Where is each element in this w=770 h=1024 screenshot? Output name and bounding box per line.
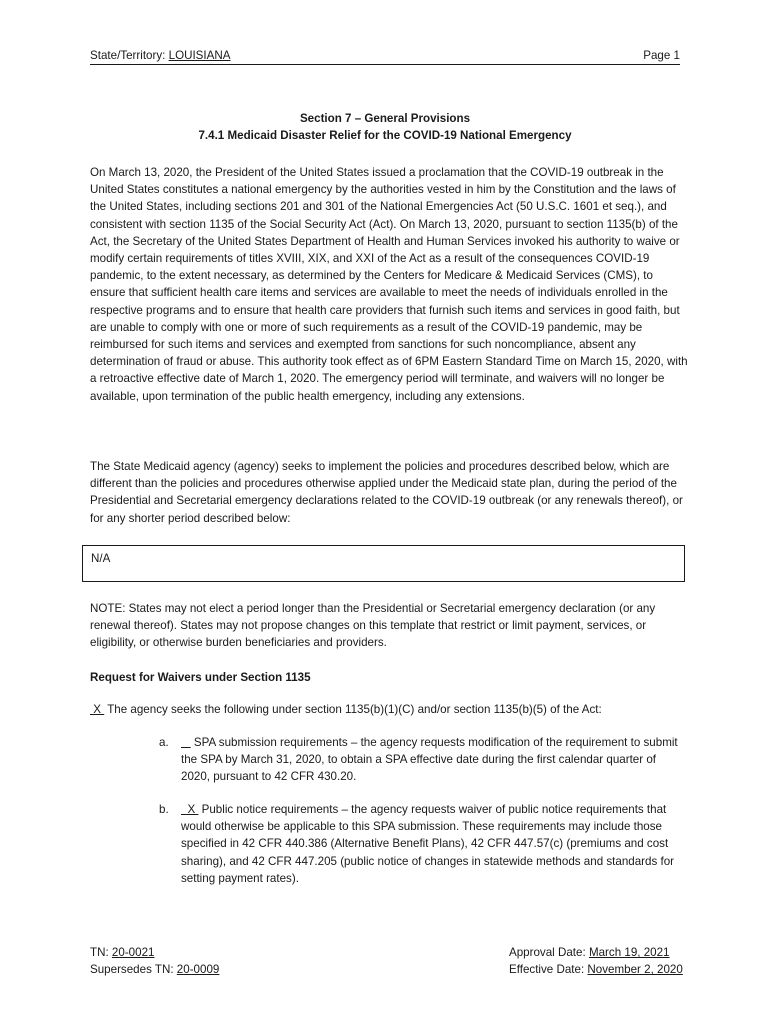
supersedes-label: Supersedes TN: bbox=[90, 963, 174, 977]
tn-line bbox=[90, 944, 219, 961]
tn-label: TN: bbox=[90, 946, 109, 959]
agency-waiver-text: The agency seeks the following under section 1135(b)(1)(C) and/or section 1135(b)(5) of the Act: bbox=[104, 703, 602, 716]
agency-waiver-line bbox=[90, 701, 602, 718]
subsection-title: 7.4.1 Medicaid Disaster Relief for the COVID-19 National Emergency bbox=[198, 129, 572, 142]
waiver-item-text bbox=[181, 734, 686, 786]
effective-label: Effective Date: bbox=[509, 963, 585, 977]
waiver-item-mark bbox=[181, 736, 191, 749]
waiver-item-body: SPA submission requirements – the agency requests modification of the requirement to submit the SPA by March 31, 2020, to obtain a SPA effective date during the first calendar quarter of 2020, pursuant to 42 CFR 430.20. bbox=[181, 736, 678, 784]
waiver-item-body: Public notice requirements – the agency requests waiver of public notice requirements that would otherwise be applicable to this SPA submission. These requirements may include those specified in 42 CFR 440.386 (Alternative Benefit Plans), 42 CFR 447.57(c) (premiums and cost sharing), and 42 CFR 447.205 (public notice of changes in statewide methods and standards for setting payment rates). bbox=[181, 803, 675, 885]
approval-label: Approval Date: bbox=[509, 946, 586, 959]
period-value: N/A bbox=[91, 552, 111, 565]
section-title: Section 7 – General Provisions bbox=[299, 112, 471, 125]
state-label: State/Territory: bbox=[90, 49, 166, 62]
state-value: LOUISIANA bbox=[168, 49, 231, 62]
tn-value: 20-0021 bbox=[111, 946, 155, 959]
waiver-item-label: b. bbox=[159, 803, 169, 816]
approval-value: March 19, 2021 bbox=[588, 946, 670, 959]
waivers-heading: Request for Waivers under Section 1135 bbox=[90, 671, 311, 684]
page-number: Page 1 bbox=[643, 49, 680, 62]
footer-tn bbox=[90, 944, 219, 978]
agency-paragraph: The State Medicaid agency (agency) seeks to implement the policies and procedures described below, which are different than the policies and procedures otherwise applied under the Medicaid state plan, during the period of the Presidential and Secretarial emergency declarations related to the COVID-19 outbreak (or any renewals thereof), or for any shorter period described below: bbox=[90, 460, 683, 525]
agency-waiver-mark: X bbox=[90, 703, 105, 716]
effective-line bbox=[509, 961, 683, 978]
waiver-item-label: a. bbox=[159, 736, 169, 749]
state-territory bbox=[90, 47, 230, 64]
approval-line bbox=[509, 944, 683, 961]
supersedes-value: 20-0009 bbox=[176, 963, 220, 977]
page-header bbox=[90, 46, 680, 65]
intro-paragraph: On March 13, 2020, the President of the United States issued a proclamation that the COVID-19 outbreak in the United States constitutes a national emergency by the authorities vested in him by the Constitution and the laws of the United States, including sections 201 and 301 of the National Emergencies Act (50 U.S.C. 1601 et seq.), and consistent with section 1135 of the Social Security Act (Act). On March 13, 2020, pursuant to section 1135(b) of the Act, the Secretary of the United States Department of Health and Human Services invoked his authority to waive or modify certain requirements of titles XVIII, XIX, and XXI of the Act as a result of the consequences COVID-19 pandemic, to the extent necessary, as determined by the Centers for Medicare & Medicaid Services (CMS), to ensure that sufficient health care items and services are available to meet the needs of individuals enrolled in the respective programs and to ensure that health care providers that furnish such items and services in good faith, but are unable to comply with one or more of such requirements as a result of the COVID-19 pandemic, may be reimbursed for such items and services and exempted from sanctions for such noncompliance, absent any determination of fraud or abuse. This authority took effect as of 6PM Eastern Standard Time on March 15, 2020, with a retroactive effective date of March 1, 2020. The emergency period will terminate, and waivers will no longer be available, upon termination of the public health emergency, including any extensions. bbox=[90, 166, 688, 403]
note-paragraph: NOTE: States may not elect a period longer than the Presidential or Secretarial emergency declaration (or any renewal thereof). States may not propose changes on this template that restrict or limit payment, services, or eligibility, or otherwise burden beneficiaries and providers. bbox=[90, 602, 656, 650]
waiver-item-mark: X bbox=[181, 803, 199, 816]
effective-value: November 2, 2020 bbox=[587, 963, 683, 977]
footer-dates bbox=[509, 944, 683, 978]
supersedes-line bbox=[90, 961, 219, 978]
waiver-item-text bbox=[181, 801, 686, 887]
period-box bbox=[82, 545, 685, 582]
